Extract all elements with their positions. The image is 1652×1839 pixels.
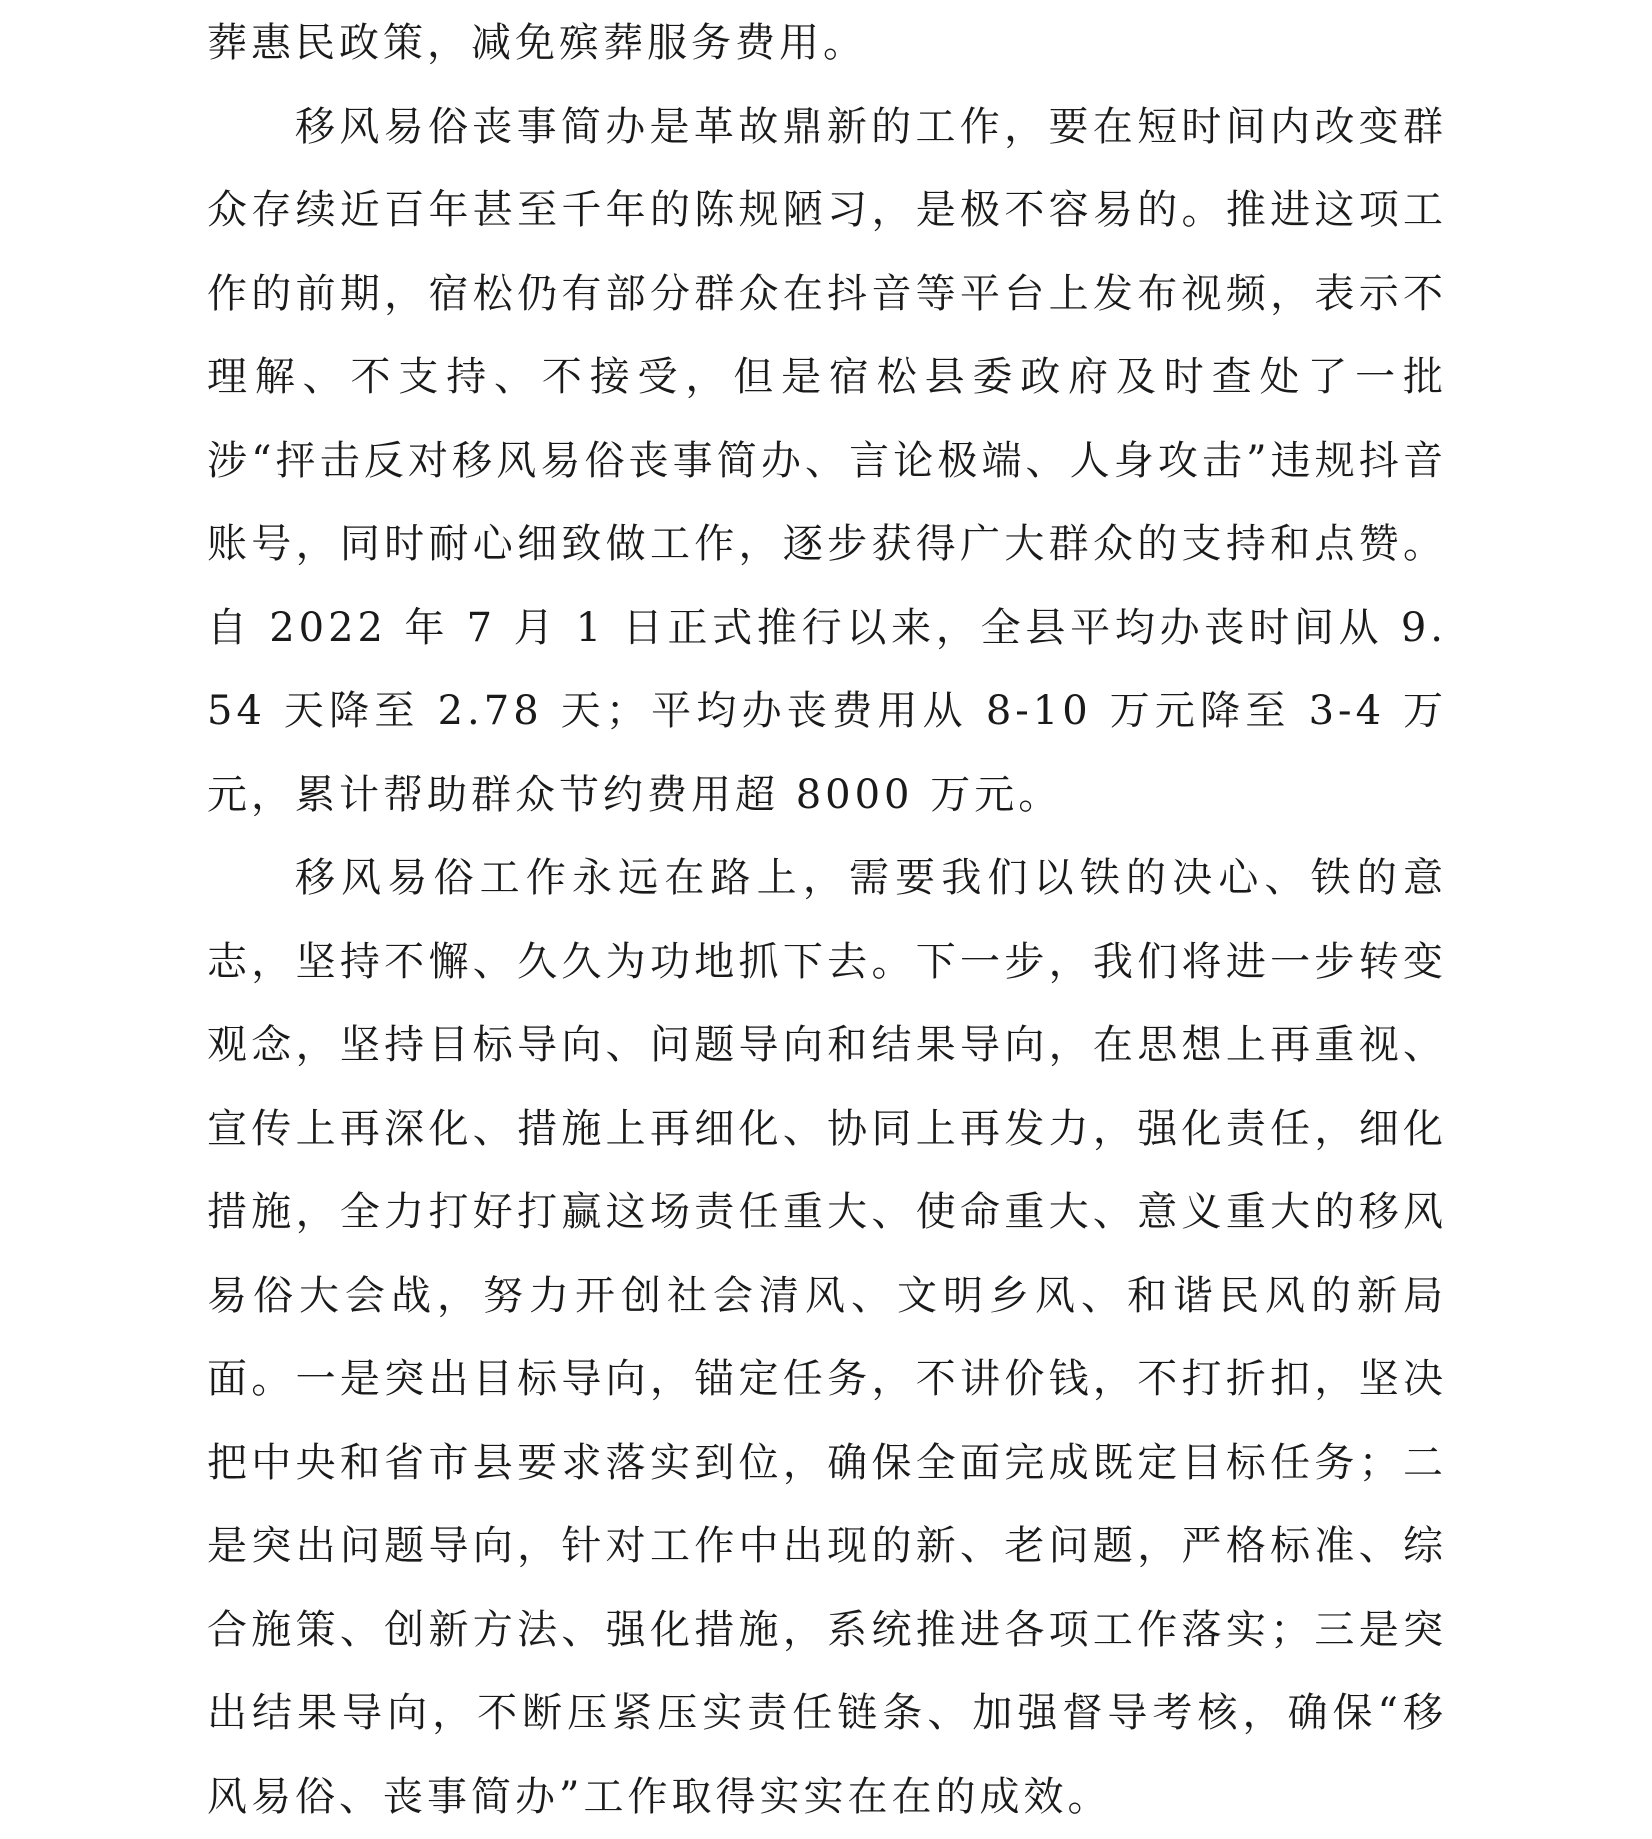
paragraph-policy-end: 葬惠民政策，减免殡葬服务费用。	[207, 20, 867, 66]
paragraph-funeral-reform-results: 移风易俗丧事简办是革故鼎新的工作，要在短时间内改变群众存续近百年甚至千年的陈规陋习，是极不容易的。推进这项工作的前期，宿松仍有部分群众在抖音等平台上发布视频，表示不理解、不支持、不接受，但是宿松县委政府及时查处了一批涉“抨击反对移风易俗丧事简办、言论极端、人身攻击”违规抖音账号，同时耐心细致做工作，逐步获得广大群众的支持和点赞。自 2022 年 7 月 1 日正式推行以来，全县平均办丧时间从 9.54 天降至 2.78 天；平均办丧费用从 8-10 万元降至 3-4 万元，累计帮助群众节约费用超 8000 万元。	[207, 103, 1447, 818]
document-page	[207, 0, 1447, 1839]
paragraph-next-steps: 移风易俗工作永远在路上，需要我们以铁的决心、铁的意志，坚持不懈、久久为功地抓下去。下一步，我们将进一步转变观念，坚持目标导向、问题导向和结果导向，在思想上再重视、宣传上再深化、措施上再细化、协同上再发力，强化责任，细化措施，全力打好打赢这场责任重大、使命重大、意义重大的移风易俗大会战，努力开创社会清风、文明乡风、和谐民风的新局面。一是突出目标导向，锚定任务，不讲价钱，不打折扣，坚决把中央和省市县要求落实到位，确保全面完成既定目标任务；二是突出问题导向，针对工作中出现的新、老问题，严格标准、综合施策、创新方法、强化措施，系统推进各项工作落实；三是突出结果导向，不断压紧压实责任链条、加强督导考核，确保“移风易俗、丧事简办”工作取得实实在在的成效。	[207, 855, 1447, 1820]
